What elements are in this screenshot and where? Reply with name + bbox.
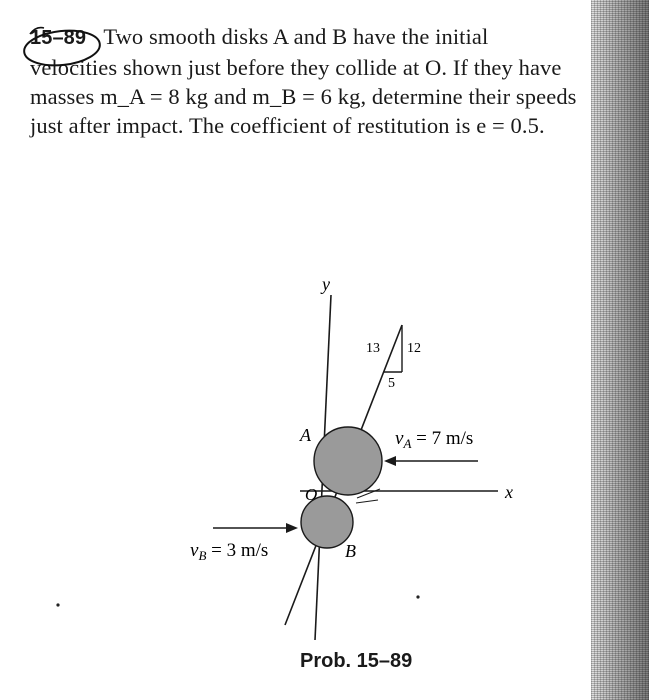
disk-a — [314, 427, 382, 495]
y-axis-label: y — [322, 274, 330, 294]
slope-label-12: 12 — [407, 341, 421, 356]
velocity-b-label: $v_B = 3$ m/s — [190, 540, 269, 563]
slope-label-13: 13 — [366, 341, 380, 356]
scan-speck — [416, 595, 419, 598]
disk-b-label: B — [345, 541, 356, 561]
problem-line-3: masses m_A = 8 kg and m_B = 6 kg, determine their speeds — [30, 84, 577, 109]
scan-speck — [56, 603, 59, 606]
velocity-b-arrow-head — [286, 523, 298, 533]
velocity-a-arrow-head — [384, 456, 396, 466]
problem-line-4: just after impact. The coefficient of restitution is e = 0.5. — [30, 113, 545, 138]
problem-number: 15–89 — [30, 27, 87, 49]
problem-line-1-text: Two smooth disks A and B have the initial — [103, 24, 489, 49]
disk-a-label: A — [300, 425, 311, 445]
figure-caption: Prob. 15–89 — [300, 650, 413, 672]
contact-hatch-2 — [356, 500, 378, 503]
problem-number-circle-mark — [22, 27, 101, 69]
velocity-a-label: $v_A = 7$ m/s — [395, 428, 474, 451]
origin-label: O — [305, 485, 318, 504]
problem-line-2: velocities shown just before they collide at O. If they have — [30, 55, 562, 80]
pen-tick-mark — [30, 28, 44, 34]
slope-label-5: 5 — [388, 376, 395, 391]
x-axis-label: x — [505, 482, 513, 502]
